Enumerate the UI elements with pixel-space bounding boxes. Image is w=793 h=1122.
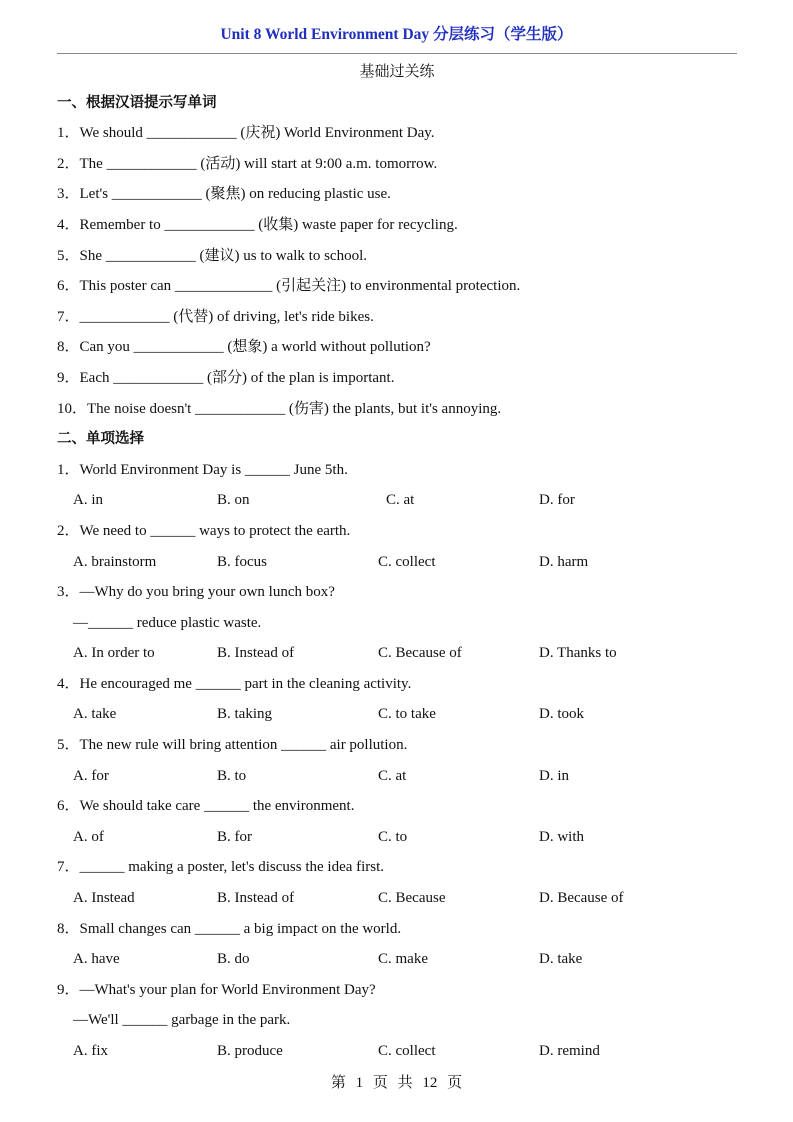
question-stem: 1．World Environment Day is ______ June 5th. (57, 461, 348, 478)
page-footer: 第 1 页 共 12 页 (330, 1075, 463, 1091)
option-a[interactable]: A. Instead (73, 890, 135, 907)
option-b[interactable]: B. produce (217, 1043, 283, 1059)
option-d[interactable]: D. remind (539, 1043, 600, 1059)
document-title: Unit 8 World Environment Day 分层练习（学生版） (220, 26, 573, 43)
fill-in-item: 5．She ____________ (建议) us to walk to school. (57, 247, 367, 264)
fill-in-item: 10．The noise doesn't ____________ (伤害) the plants, but it's annoying. (57, 400, 502, 417)
option-a[interactable]: A. for (73, 767, 109, 784)
option-b[interactable]: B. Instead of (217, 890, 295, 907)
question-stem: 3．—Why do you bring your own lunch box? (57, 584, 335, 601)
fill-in-item: 6．This poster can _____________ (引起关注) to environmental protection. (57, 278, 521, 295)
option-d[interactable]: D. with (539, 828, 584, 845)
option-a[interactable]: A. in (73, 492, 103, 509)
section2-heading: 二、单项选择 (57, 431, 144, 448)
option-c[interactable]: C. at (378, 767, 407, 784)
option-c[interactable]: C. to take (378, 706, 436, 723)
options-row (57, 1036, 747, 1067)
fill-in-item: 4．Remember to ____________ (收集) waste paper for recycling. (57, 216, 458, 233)
fill-in-item: 1．We should ____________ (庆祝) World Environment Day. (57, 125, 435, 142)
option-b[interactable]: B. on (217, 492, 250, 509)
option-c[interactable]: C. Because of (378, 645, 462, 662)
options-row (57, 822, 747, 853)
subtitle: 基础过关练 (359, 64, 435, 80)
option-d[interactable]: D. for (539, 492, 575, 509)
option-a[interactable]: A. have (73, 951, 120, 968)
option-d[interactable]: D. Because of (539, 890, 624, 907)
question-stem: 4．He encouraged me ______ part in the cleaning activity. (57, 675, 412, 692)
option-b[interactable]: B. to (217, 767, 247, 784)
question-stem: 5．The new rule will bring attention ______ air pollution. (57, 737, 408, 754)
option-a[interactable]: A. In order to (73, 645, 155, 662)
section2-questions (57, 455, 747, 1067)
option-a[interactable]: A. of (73, 828, 104, 845)
question-stem: 6．We should take care ______ the environment. (57, 798, 355, 815)
option-b[interactable]: B. Instead of (217, 645, 295, 662)
option-b[interactable]: B. do (217, 951, 250, 968)
option-c[interactable]: C. Because (378, 890, 446, 907)
option-a[interactable]: A. take (73, 706, 117, 723)
question-reply: —______ reduce plastic waste. (73, 614, 262, 631)
option-d[interactable]: D. Thanks to (539, 645, 617, 662)
question-stem: 2．We need to ______ ways to protect the earth. (57, 522, 351, 539)
question-stem: 8．Small changes can ______ a big impact on the world. (57, 920, 402, 937)
options-row (57, 699, 747, 730)
fill-in-item: 2．The ____________ (活动) will start at 9:00 a.m. tomorrow. (57, 155, 438, 172)
section1-heading: 一、根据汉语提示写单词 (57, 94, 217, 111)
question-stem: 7．______ making a poster, let's discuss the idea first. (57, 859, 385, 876)
options-row (57, 547, 747, 578)
fill-in-item: 3．Let's ____________ (聚焦) on reducing plastic use. (57, 186, 391, 203)
options-row (57, 485, 747, 516)
options-row (57, 944, 747, 975)
question-stem: 9．—What's your plan for World Environment Day? (57, 981, 376, 998)
options-row (57, 761, 747, 792)
option-b[interactable]: B. taking (217, 706, 272, 723)
option-d[interactable]: D. take (539, 951, 583, 968)
option-c[interactable]: C. collect (378, 553, 436, 570)
option-b[interactable]: B. for (217, 828, 252, 845)
option-d[interactable]: D. in (539, 767, 569, 784)
option-d[interactable]: D. harm (539, 553, 589, 570)
option-c[interactable]: C. to (378, 828, 408, 845)
option-b[interactable]: B. focus (217, 553, 267, 570)
option-a[interactable]: A. brainstorm (73, 553, 157, 570)
option-c[interactable]: C. make (378, 951, 428, 968)
option-a[interactable]: A. fix (73, 1043, 108, 1059)
option-c[interactable]: C. collect (378, 1043, 436, 1059)
document-body (57, 57, 747, 1067)
section1-items (57, 118, 747, 424)
option-c[interactable]: C. at (386, 492, 415, 509)
fill-in-item: 8．Can you ____________ (想象) a world without pollution? (57, 339, 431, 356)
fill-in-item: 9．Each ____________ (部分) of the plan is important. (57, 369, 395, 386)
options-row (57, 638, 747, 669)
question-reply: —We'll ______ garbage in the park. (73, 1012, 291, 1029)
header-divider (57, 53, 737, 54)
option-d[interactable]: D. took (539, 706, 584, 723)
fill-in-item: 7．____________ (代替) of driving, let's ride bikes. (57, 308, 374, 325)
options-row (57, 883, 747, 914)
